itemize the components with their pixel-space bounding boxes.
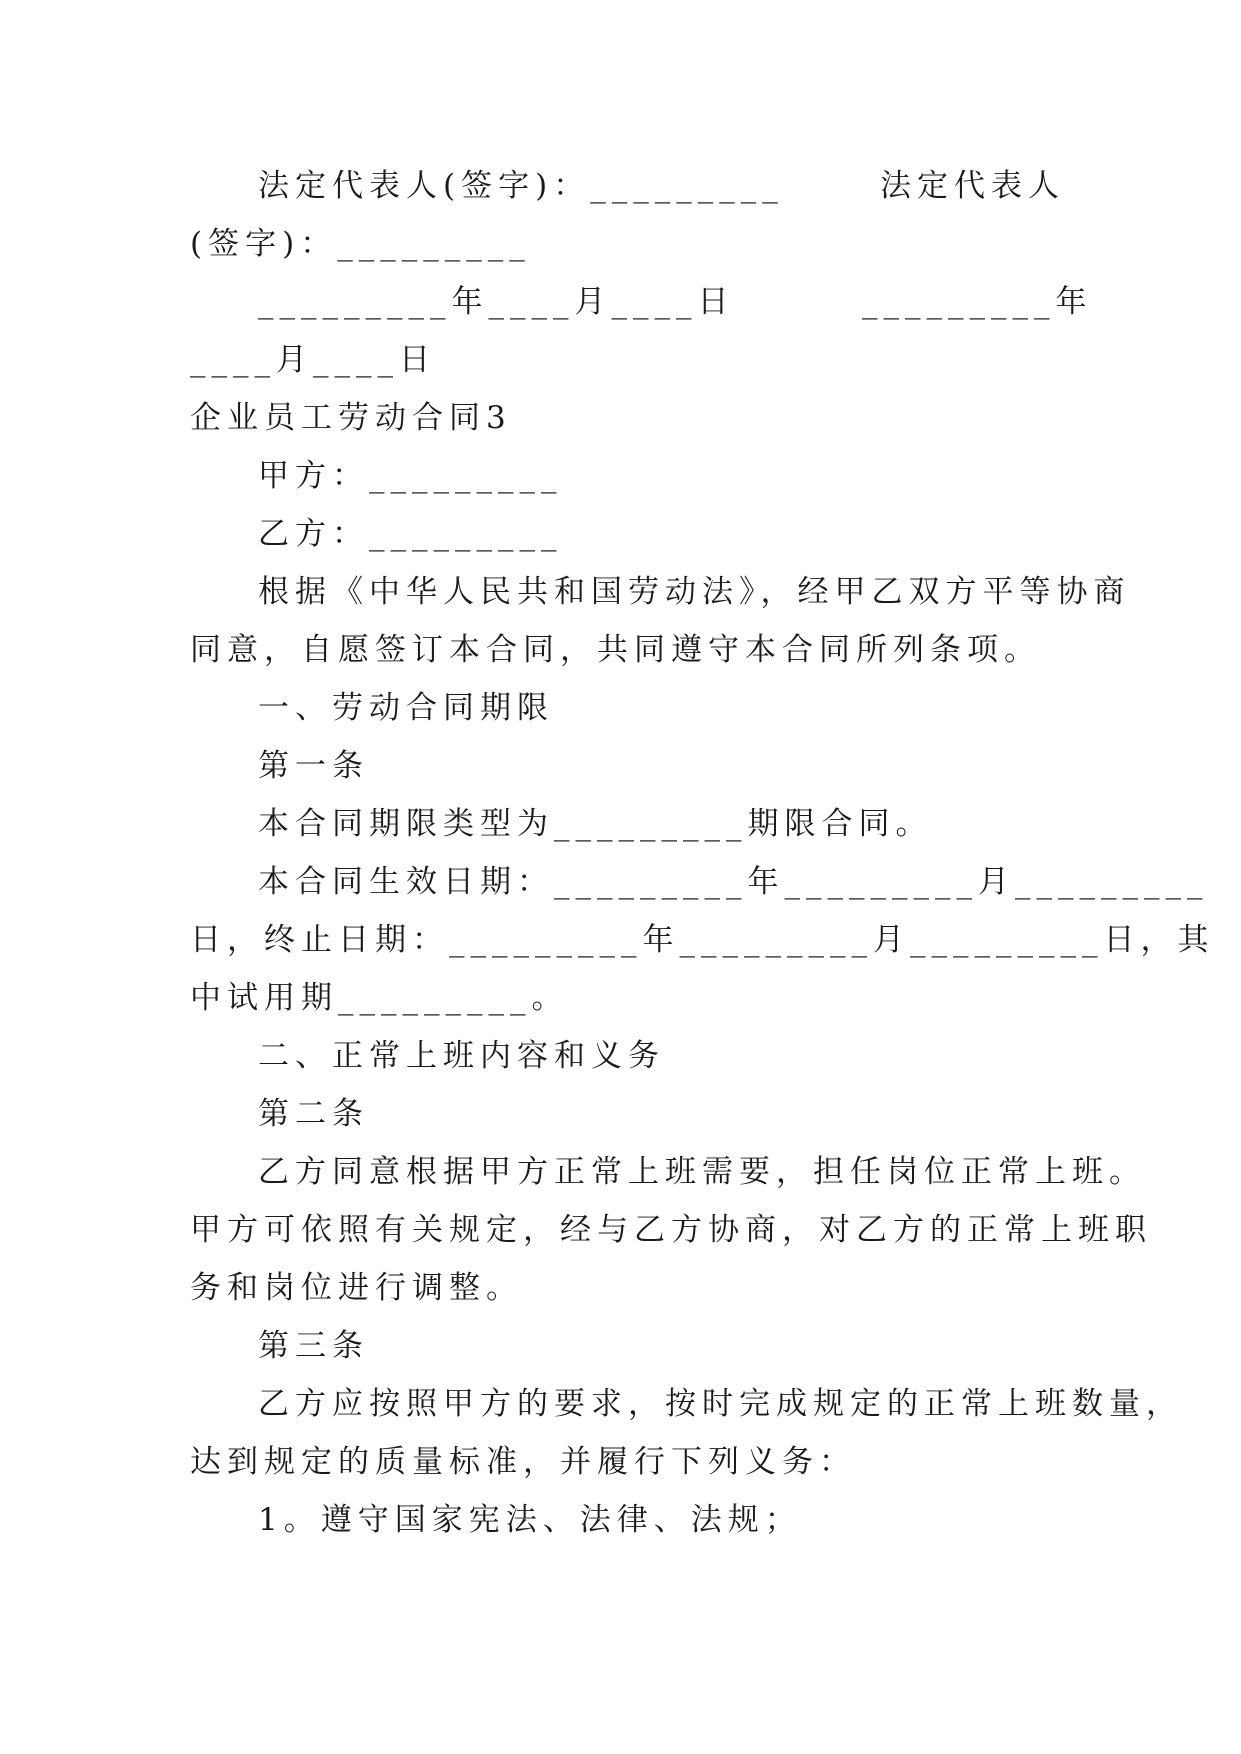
preamble-line-2: 同意，自愿签订本合同，共同遵守本合同所列条项。 (190, 632, 1041, 668)
article-3-line-1: 乙方应按照甲方的要求，按时完成规定的正常上班数量， (258, 1386, 1183, 1422)
article-2-line-1: 乙方同意根据甲方正常上班需要，担任岗位正常上班。 (258, 1154, 1146, 1190)
date-line-party-a: _________年____月____日 (258, 284, 735, 320)
article-1-line-3: 日，终止日期：_________年_________月_________日，其 (190, 922, 1215, 958)
article-1-heading: 第一条 (258, 748, 369, 784)
article-1-line-1: 本合同期限类型为_________期限合同。 (258, 806, 933, 842)
sign-line-party-a: 法定代表人(签字)：_________ (258, 168, 784, 204)
preamble-line-1: 根据《中华人民共和国劳动法》，经甲乙双方平等协商 (258, 574, 1131, 610)
party-a-line: 甲方：_________ (258, 458, 563, 494)
sign-line-party-b: 法定代表人 (880, 168, 1065, 204)
article-1-line-2: 本合同生效日期：_________年_________月_________ (258, 864, 1209, 900)
section-heading-1: 一、劳动合同期限 (258, 690, 554, 726)
article-3-heading: 第三条 (258, 1328, 369, 1364)
article-2-line-2: 甲方可依照有关规定，经与乙方协商，对乙方的正常上班职 (190, 1212, 1152, 1248)
party-b-line: 乙方：_________ (258, 516, 563, 552)
article-1-line-4: 中试用期_________。 (190, 980, 569, 1016)
article-2-line-3: 务和岗位进行调整。 (190, 1270, 523, 1306)
obligation-item-1: 1。遵守国家宪法、法律、法规； (258, 1502, 802, 1538)
contract-title: 企业员工劳动合同3 (190, 400, 512, 436)
sign-line-continued: (签字)：_________ (190, 226, 531, 262)
section-heading-2: 二、正常上班内容和义务 (258, 1038, 665, 1074)
date-line-continued: ____月____日 (190, 342, 436, 378)
article-2-heading: 第二条 (258, 1096, 369, 1132)
date-line-party-b: _________年 (862, 284, 1093, 320)
article-3-line-2: 达到规定的质量标准，并履行下列义务： (190, 1444, 856, 1480)
